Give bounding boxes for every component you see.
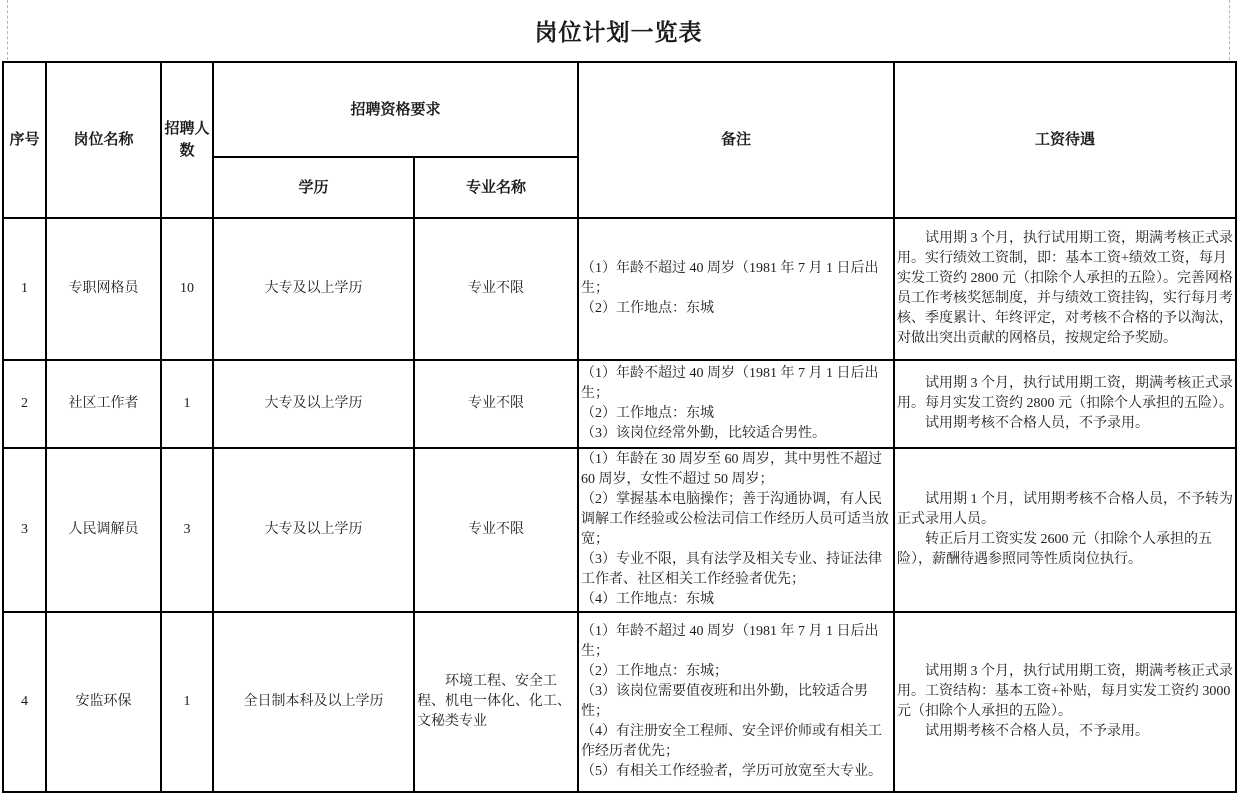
cell-remarks: [578, 448, 894, 612]
cell-major: 专业不限: [414, 448, 578, 612]
remark-line: （2）工作地点：东城: [581, 301, 715, 316]
remark-line: （3）该岗位经常外勤，比较适合男性。: [581, 426, 827, 441]
cell-major: 专业不限: [414, 218, 578, 360]
header-remarks: 备注: [578, 62, 894, 218]
cell-major: 环境工程、安全工程、机电一体化、化工、文秘类专业: [414, 612, 578, 792]
page-title: 岗位计划一览表: [534, 19, 703, 45]
cell-headcount: 3: [161, 448, 213, 612]
table-row: [3, 360, 1236, 448]
cell-salary: [894, 360, 1236, 448]
remark-line: （1）年龄不超过 40 周岁（1981 年 7 月 1 日后出生；: [581, 261, 879, 296]
header-position: 岗位名称: [46, 62, 161, 218]
header-major: 专业名称: [414, 157, 578, 218]
cell-index: 1: [3, 218, 46, 360]
cell-education: 大专及以上学历: [213, 360, 414, 448]
cell-position: 社区工作者: [46, 360, 161, 448]
cell-remarks: [578, 218, 894, 360]
salary-para: 试用期 3 个月，执行试用期工资，期满考核正式录用。每月实发工资约 2800 元（扣除个人承担的五险）。: [897, 376, 1234, 411]
remark-line: （4）工作地点：东城: [581, 592, 715, 607]
remark-line: （5）有相关工作经验者，学历可放宽至大专业。: [581, 764, 883, 779]
remark-line: （3）该岗位需要值夜班和出外勤，比较适合男性；: [581, 684, 869, 719]
cell-major: 专业不限: [414, 360, 578, 448]
header-headcount: 招聘人数: [161, 62, 213, 218]
cell-index: 4: [3, 612, 46, 792]
remark-line: （1）年龄不超过 40 周岁（1981 年 7 月 1 日后出生；: [581, 366, 879, 401]
remark-line: （1）年龄不超过 40 周岁（1981 年 7 月 1 日后出生；: [581, 624, 879, 659]
header-index: 序号: [3, 62, 46, 218]
remark-line: （2）掌握基本电脑操作；善于沟通协调，有人民调解工作经验或公检法司信工作经历人员可适当放宽；: [581, 492, 890, 547]
cell-education: 大专及以上学历: [213, 448, 414, 612]
cell-salary: [894, 218, 1236, 360]
salary-para: 转正后月工资实发 2600 元（扣除个人承担的五险），薪酬待遇参照同等性质岗位执行。: [897, 532, 1213, 567]
salary-para: 试用期 3 个月，执行试用期工资，期满考核正式录用。实行绩效工资制，即：基本工资+绩效工资，每月实发工资约 2800 元（扣除个人承担的五险）。完善网格员工作考核奖惩制度，并与绩效工资挂钩，实行每月考核、季度累计、年终评定，对考核不合格的予以淘汰，对做出突出贡献的网格员，按规定给予奖励。: [897, 231, 1234, 346]
cell-position: 人民调解员: [46, 448, 161, 612]
cell-salary: [894, 612, 1236, 792]
table-header: [3, 62, 1236, 218]
header-education: 学历: [213, 157, 414, 218]
cell-index: 3: [3, 448, 46, 612]
cell-education: 大专及以上学历: [213, 218, 414, 360]
table-row: [3, 218, 1236, 360]
remark-line: （1）年龄在 30 周岁至 60 周岁，其中男性不超过 60 周岁，女性不超过 50 周岁；: [581, 452, 883, 487]
remark-line: （4）有注册安全工程师、安全评价师或有相关工作经历者优先；: [581, 724, 883, 759]
salary-para: 试用期 3 个月，执行试用期工资，期满考核正式录用。工资结构：基本工资+补贴，每月实发工资约 3000 元（扣除个人承担的五险）。: [897, 664, 1234, 719]
salary-para: 试用期 1 个月，试用期考核不合格人员，不予转为正式录用人员。: [897, 492, 1234, 527]
header-qualification: 招聘资格要求: [213, 62, 578, 157]
header-salary: 工资待遇: [894, 62, 1236, 218]
cell-index: 2: [3, 360, 46, 448]
table-body: [3, 218, 1236, 792]
table-row: [3, 612, 1236, 792]
cell-remarks: [578, 360, 894, 448]
cell-position: 专职网格员: [46, 218, 161, 360]
cell-headcount: 1: [161, 612, 213, 792]
salary-para: 试用期考核不合格人员，不予录用。: [925, 724, 1150, 739]
salary-para: 试用期考核不合格人员，不予录用。: [925, 416, 1150, 431]
position-plan-table: [2, 61, 1237, 793]
cell-headcount: 1: [161, 360, 213, 448]
cell-salary: [894, 448, 1236, 612]
remark-line: （2）工作地点：东城: [581, 406, 715, 421]
remark-line: （3）专业不限，具有法学及相关专业、持证法律工作者、社区相关工作经验者优先；: [581, 552, 883, 587]
cell-remarks: [578, 612, 894, 792]
remark-line: （2）工作地点：东城；: [581, 664, 729, 679]
cell-headcount: 10: [161, 218, 213, 360]
cell-position: 安监环保: [46, 612, 161, 792]
cell-education: 全日制本科及以上学历: [213, 612, 414, 792]
table-row: [3, 448, 1236, 612]
